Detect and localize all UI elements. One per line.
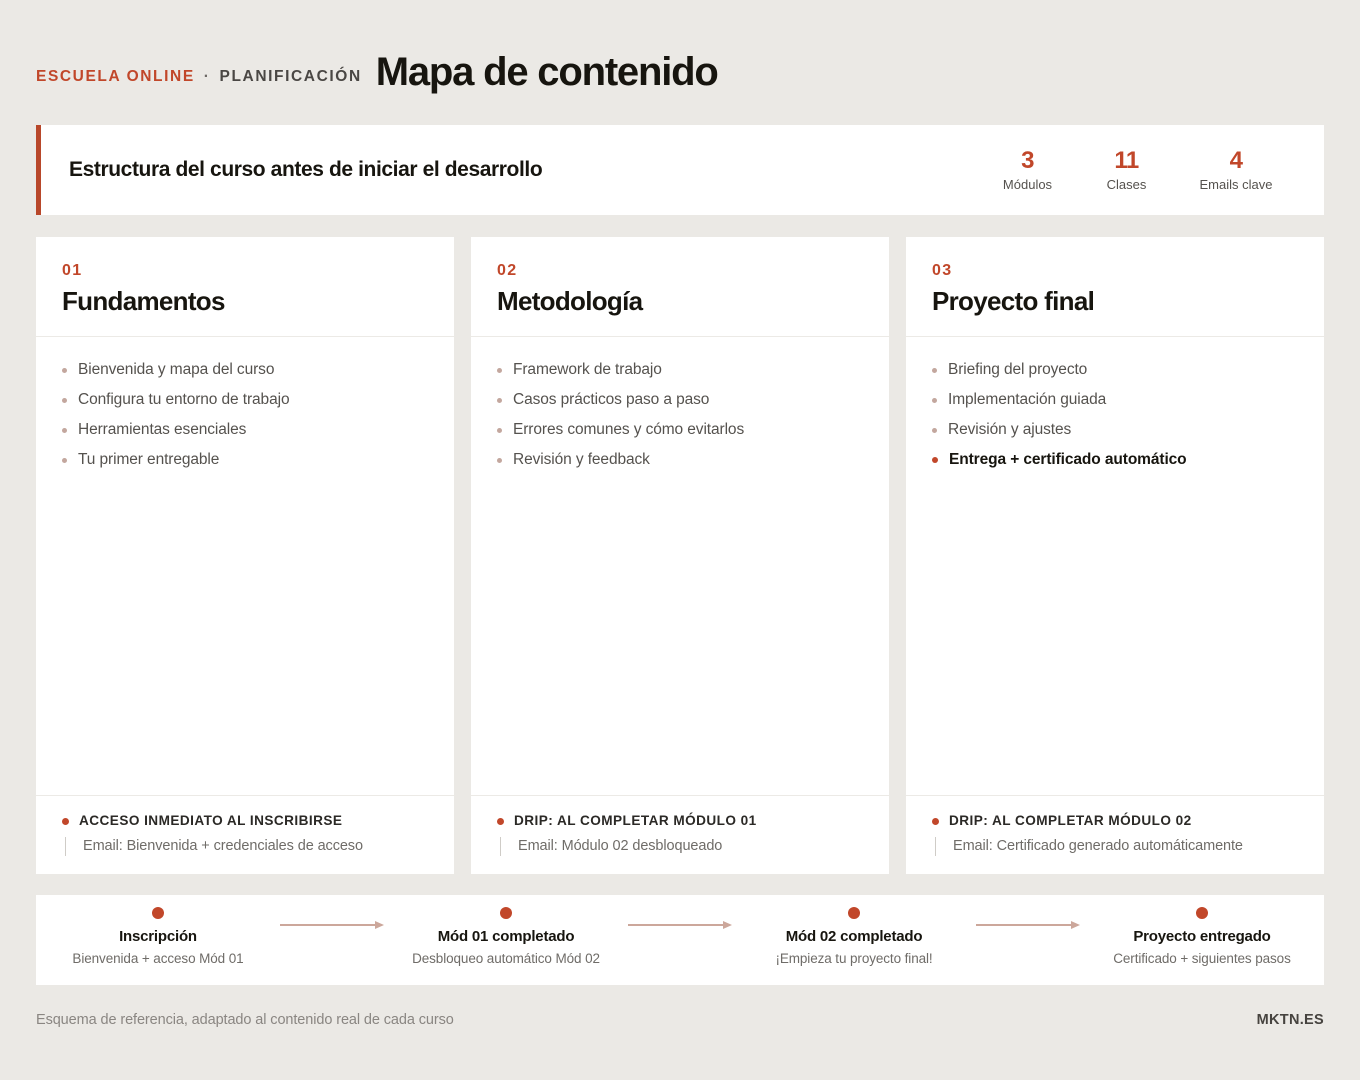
divider bbox=[935, 837, 936, 856]
bullet-icon bbox=[62, 368, 67, 373]
stat-clases bbox=[1077, 148, 1176, 192]
list-item bbox=[62, 355, 428, 385]
bullet-icon bbox=[62, 398, 67, 403]
email-timeline bbox=[36, 895, 1324, 985]
bullet-icon bbox=[932, 398, 937, 403]
list-item bbox=[62, 415, 428, 445]
arrow-shaft bbox=[976, 924, 1072, 926]
status-dot-icon bbox=[497, 818, 504, 825]
arrow-head bbox=[375, 921, 384, 929]
eyebrow bbox=[36, 68, 362, 86]
card-footer-sub: Email: Módulo 02 desbloqueado bbox=[518, 837, 723, 854]
bullet-icon bbox=[497, 398, 502, 403]
card-footer bbox=[471, 795, 889, 874]
timeline-step-2 bbox=[384, 895, 628, 968]
timeline-dot-icon bbox=[1196, 907, 1208, 919]
timeline-label: Proyecto entregado bbox=[1133, 928, 1271, 945]
stat-value: 3 bbox=[1021, 146, 1034, 174]
timeline-step-3 bbox=[732, 895, 976, 968]
lesson-label: Revisión y feedback bbox=[513, 451, 650, 469]
module-card-03 bbox=[906, 237, 1324, 874]
bullet-icon bbox=[497, 368, 502, 373]
bullet-icon bbox=[932, 428, 937, 433]
footer-brand: MKTN.ES bbox=[1256, 1012, 1324, 1028]
status-dot-icon bbox=[62, 818, 69, 825]
footer-note: Esquema de referencia, adaptado al contenido real de cada curso bbox=[36, 1012, 454, 1028]
bullet-icon bbox=[497, 458, 502, 463]
bullet-icon bbox=[62, 458, 67, 463]
timeline-dot-icon bbox=[848, 907, 860, 919]
eyebrow-kicker: ESCUELA ONLINE bbox=[36, 68, 195, 85]
card-footer-sub: Email: Bienvenida + credenciales de acceso bbox=[83, 837, 363, 854]
eyebrow-subtitle: PLANIFICACIÓN bbox=[219, 68, 362, 85]
card-title: Fundamentos bbox=[62, 286, 225, 316]
list-item bbox=[497, 445, 863, 475]
list-item bbox=[497, 355, 863, 385]
timeline-label: Mód 01 completado bbox=[437, 928, 575, 945]
timeline-label: Mód 02 completado bbox=[785, 928, 923, 945]
card-lesson-list bbox=[906, 337, 1324, 795]
lesson-label: Framework de trabajo bbox=[513, 360, 662, 378]
bullet-icon bbox=[932, 368, 937, 373]
list-item bbox=[62, 445, 428, 475]
bullet-icon bbox=[497, 428, 502, 433]
lesson-label: Tu primer entregable bbox=[78, 451, 220, 469]
card-number: 02 bbox=[497, 262, 518, 279]
lesson-label: Implementación guiada bbox=[948, 390, 1107, 408]
lesson-label: Bienvenida y mapa del curso bbox=[78, 360, 275, 378]
timeline-desc: ¡Empieza tu proyecto final! bbox=[775, 951, 933, 966]
timeline-desc: Desbloqueo automático Mód 02 bbox=[412, 951, 600, 966]
stat-value: 4 bbox=[1229, 146, 1243, 174]
timeline-step-1 bbox=[36, 895, 280, 968]
bullet-icon bbox=[932, 457, 938, 463]
module-cards bbox=[36, 237, 1324, 874]
card-footer-title: DRIP: AL COMPLETAR MÓDULO 02 bbox=[949, 812, 1192, 828]
card-footer-sub: Email: Certificado generado automáticamente bbox=[953, 837, 1243, 854]
arrow-head bbox=[723, 921, 732, 929]
card-header bbox=[471, 237, 889, 337]
timeline-dot-icon bbox=[152, 907, 164, 919]
timeline-label: Inscripción bbox=[119, 928, 197, 945]
lesson-label: Casos prácticos paso a paso bbox=[513, 390, 710, 408]
card-footer-headline bbox=[62, 813, 428, 830]
card-header bbox=[906, 237, 1324, 337]
lesson-label: Herramientas esenciales bbox=[78, 420, 247, 438]
arrow-shaft bbox=[280, 924, 376, 926]
bullet-icon bbox=[62, 428, 67, 433]
page-title: Mapa de contenido bbox=[375, 50, 718, 94]
list-item bbox=[497, 385, 863, 415]
module-card-01 bbox=[36, 237, 454, 874]
card-number: 03 bbox=[932, 262, 953, 279]
card-lesson-list bbox=[471, 337, 889, 795]
card-lesson-list bbox=[36, 337, 454, 795]
card-footer-detail bbox=[62, 837, 428, 856]
card-footer-title: ACCESO INMEDIATO AL INSCRIBIRSE bbox=[79, 812, 343, 828]
stat-emails-clave bbox=[1176, 148, 1296, 192]
arrow-shaft bbox=[628, 924, 724, 926]
list-item-highlighted bbox=[932, 445, 1298, 475]
card-footer-detail bbox=[497, 837, 863, 856]
timeline-dot-icon bbox=[500, 907, 512, 919]
timeline-track bbox=[36, 895, 1324, 968]
eyebrow-separator: · bbox=[203, 68, 211, 85]
lesson-label: Briefing del proyecto bbox=[948, 360, 1088, 378]
card-footer-title: DRIP: AL COMPLETAR MÓDULO 01 bbox=[514, 812, 757, 828]
list-item bbox=[932, 355, 1298, 385]
summary-bar bbox=[36, 125, 1324, 215]
status-dot-icon bbox=[932, 818, 939, 825]
timeline-desc: Bienvenida + acceso Mód 01 bbox=[72, 951, 244, 966]
timeline-arrow-icon bbox=[976, 924, 1080, 926]
list-item bbox=[62, 385, 428, 415]
card-title: Metodología bbox=[497, 286, 643, 316]
lesson-label: Configura tu entorno de trabajo bbox=[78, 390, 290, 408]
lesson-label: Revisión y ajustes bbox=[948, 420, 1072, 438]
timeline-desc: Certificado + siguientes pasos bbox=[1113, 951, 1291, 966]
divider bbox=[65, 837, 66, 856]
card-title: Proyecto final bbox=[932, 286, 1095, 316]
stat-label: Emails clave bbox=[1199, 177, 1273, 193]
stat-label: Clases bbox=[1106, 177, 1147, 193]
stat-value: 11 bbox=[1114, 146, 1139, 174]
arrow-head bbox=[1071, 921, 1080, 929]
card-footer-headline bbox=[497, 813, 863, 830]
list-item bbox=[932, 385, 1298, 415]
stat-modulos bbox=[978, 148, 1077, 192]
summary-stats bbox=[978, 148, 1296, 192]
divider bbox=[500, 837, 501, 856]
card-footer-headline bbox=[932, 813, 1298, 830]
summary-title: Estructura del curso antes de iniciar el desarrollo bbox=[69, 158, 543, 181]
card-number: 01 bbox=[62, 262, 83, 279]
list-item bbox=[497, 415, 863, 445]
list-item bbox=[932, 415, 1298, 445]
card-footer bbox=[36, 795, 454, 874]
page-header bbox=[36, 52, 1324, 104]
page-footer bbox=[36, 1012, 1324, 1028]
card-header bbox=[36, 237, 454, 337]
lesson-label: Entrega + certificado automático bbox=[949, 451, 1187, 469]
card-footer bbox=[906, 795, 1324, 874]
timeline-arrow-icon bbox=[628, 924, 732, 926]
timeline-arrow-icon bbox=[280, 924, 384, 926]
timeline-step-4 bbox=[1080, 895, 1324, 968]
stat-label: Módulos bbox=[1002, 177, 1053, 193]
module-card-02 bbox=[471, 237, 889, 874]
lesson-label: Errores comunes y cómo evitarlos bbox=[513, 420, 745, 438]
card-footer-detail bbox=[932, 837, 1298, 856]
